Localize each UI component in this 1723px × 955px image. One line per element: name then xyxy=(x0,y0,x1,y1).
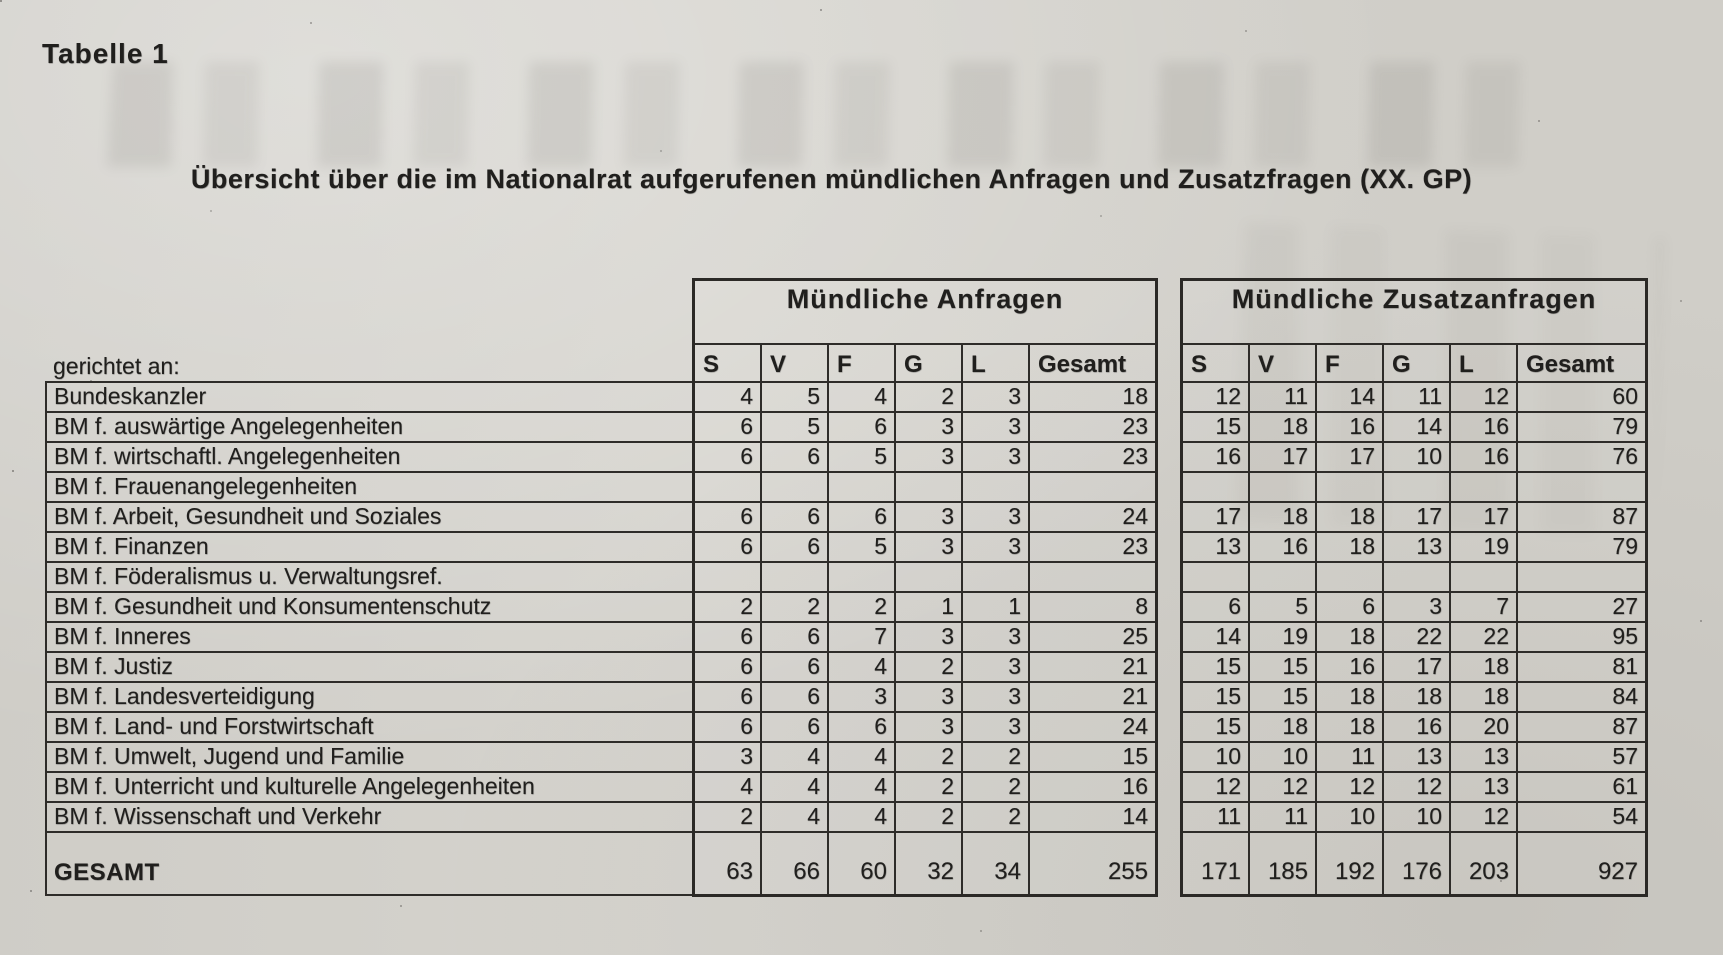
column-header: L xyxy=(963,345,1030,383)
cell: 3 xyxy=(896,623,963,653)
row-label: Bundeskanzler xyxy=(47,383,692,413)
cell: 16 xyxy=(1451,443,1518,473)
row-label: BM f. Finanzen xyxy=(47,533,692,563)
cell: 2 xyxy=(896,803,963,833)
cell: 3 xyxy=(896,503,963,533)
cell: 18 xyxy=(1317,713,1384,743)
cell: 8 xyxy=(1030,593,1155,623)
cell: 11 xyxy=(1317,743,1384,773)
cell: 11 xyxy=(1384,383,1451,413)
row-label: BM f. Unterricht und kulturelle Angelegenheiten xyxy=(47,773,692,803)
table-row xyxy=(695,773,1155,803)
table-row xyxy=(1183,713,1645,743)
table-row xyxy=(695,563,1155,593)
cell xyxy=(1451,473,1518,503)
cell: 11 xyxy=(1250,383,1317,413)
page-bleedthrough-smudge xyxy=(107,62,1543,167)
cell: 4 xyxy=(695,773,762,803)
cell: 4 xyxy=(762,773,829,803)
table-row xyxy=(1183,773,1645,803)
cell: 79 xyxy=(1518,533,1645,563)
cell xyxy=(1183,473,1250,503)
table-row xyxy=(695,473,1155,503)
cell: 54 xyxy=(1518,803,1645,833)
row-labels-column xyxy=(45,278,692,896)
cell: 3 xyxy=(963,683,1030,713)
cell: 19 xyxy=(1250,623,1317,653)
cell: 61 xyxy=(1518,773,1645,803)
cell: 79 xyxy=(1518,413,1645,443)
table-row xyxy=(1183,473,1645,503)
cell: 12 xyxy=(1183,773,1250,803)
table-row xyxy=(1183,383,1645,413)
table-row xyxy=(695,623,1155,653)
cell: 16 xyxy=(1317,653,1384,683)
cell: 16 xyxy=(1250,533,1317,563)
row-label: BM f. auswärtige Angelegenheiten xyxy=(47,413,692,443)
table-row xyxy=(1183,803,1645,833)
cell: 255 xyxy=(1107,858,1148,885)
cell: 5 xyxy=(829,443,896,473)
cell: 3 xyxy=(963,413,1030,443)
cell: 6 xyxy=(829,503,896,533)
cell: 6 xyxy=(695,413,762,443)
cell: 2 xyxy=(896,743,963,773)
cell: 2 xyxy=(896,653,963,683)
cell: 32 xyxy=(896,833,963,894)
total-row-label: GESAMT xyxy=(54,859,160,886)
table-row xyxy=(1183,683,1645,713)
total-row xyxy=(1183,833,1645,894)
column-header: Gesamt xyxy=(1030,345,1155,383)
cell: 3 xyxy=(963,383,1030,413)
cell: 11 xyxy=(1250,803,1317,833)
cell: 25 xyxy=(1030,623,1155,653)
cell: 11 xyxy=(1183,803,1250,833)
cell: 60 xyxy=(1518,383,1645,413)
cell: 4 xyxy=(829,653,896,683)
cell: 6 xyxy=(762,683,829,713)
page-title: Übersicht über die im Nationalrat aufgerufenen mündlichen Anfragen und Zusatzfragen (XX. GP) xyxy=(190,164,1473,194)
cell: 3 xyxy=(896,413,963,443)
cell: 6 xyxy=(762,443,829,473)
column-header: G xyxy=(896,345,963,383)
cell: 16 xyxy=(1384,713,1451,743)
cell: 6 xyxy=(695,623,762,653)
cell: 23 xyxy=(1030,413,1155,443)
cell: 16 xyxy=(1317,413,1384,443)
column-header: S xyxy=(695,345,762,383)
table-row xyxy=(695,713,1155,743)
cell: 2 xyxy=(963,803,1030,833)
row-label: BM f. Landesverteidigung xyxy=(47,683,692,713)
cell xyxy=(1250,473,1317,503)
cell: 13 xyxy=(1451,773,1518,803)
cell: 18 xyxy=(1317,503,1384,533)
cell: 14 xyxy=(1384,413,1451,443)
cell: 2 xyxy=(963,773,1030,803)
cell: 15 xyxy=(1183,683,1250,713)
table-row xyxy=(1183,443,1645,473)
row-label: BM f. Inneres xyxy=(47,623,692,653)
cell xyxy=(829,473,896,503)
cell: 3 xyxy=(896,533,963,563)
total-row xyxy=(695,833,1155,894)
cell: 14 xyxy=(1317,383,1384,413)
cell: 23 xyxy=(1030,443,1155,473)
cell: 6 xyxy=(829,413,896,443)
row-header-label: gerichtet an: xyxy=(53,353,180,379)
cell: 19 xyxy=(1451,533,1518,563)
cell: 15 xyxy=(1183,653,1250,683)
cell xyxy=(829,563,896,593)
cell: 4 xyxy=(829,743,896,773)
cell: 18 xyxy=(1250,503,1317,533)
cell: 203 xyxy=(1451,833,1518,894)
cell: 2 xyxy=(762,593,829,623)
cell: 927 xyxy=(1597,858,1638,885)
cell xyxy=(1518,473,1645,503)
cell: 66 xyxy=(762,833,829,894)
section-muendliche-anfragen xyxy=(692,278,1158,897)
cell: 12 xyxy=(1317,773,1384,803)
cell: 6 xyxy=(695,533,762,563)
cell: 5 xyxy=(762,413,829,443)
cell: 95 xyxy=(1518,623,1645,653)
table-row xyxy=(695,593,1155,623)
cell: 4 xyxy=(829,773,896,803)
cell: 17 xyxy=(1250,443,1317,473)
column-header: V xyxy=(1250,345,1317,383)
table-row xyxy=(695,413,1155,443)
table-row xyxy=(695,683,1155,713)
cell: 16 xyxy=(1030,773,1155,803)
cell xyxy=(762,563,829,593)
row-label: BM f. Land- und Forstwirtschaft xyxy=(47,713,692,743)
cell xyxy=(963,473,1030,503)
cell: 18 xyxy=(1250,713,1317,743)
cell: 6 xyxy=(1183,593,1250,623)
anfragen-column-headers xyxy=(695,345,1155,383)
scan-speckles xyxy=(0,0,2,2)
cell xyxy=(1317,473,1384,503)
cell: 2 xyxy=(695,593,762,623)
cell: 60 xyxy=(829,833,896,894)
row-label: BM f. Gesundheit und Konsumentenschutz xyxy=(47,593,692,623)
cell: 18 xyxy=(1250,413,1317,443)
cell: 6 xyxy=(762,623,829,653)
column-header: L xyxy=(1451,345,1518,383)
row-labels-header-area xyxy=(45,278,692,381)
cell xyxy=(1518,563,1645,593)
cell: 3 xyxy=(963,623,1030,653)
table-row xyxy=(1183,653,1645,683)
cell: 5 xyxy=(1250,593,1317,623)
cell: 10 xyxy=(1317,803,1384,833)
cell: 24 xyxy=(1030,503,1155,533)
cell: 6 xyxy=(762,653,829,683)
cell: 17 xyxy=(1384,653,1451,683)
column-header: G xyxy=(1384,345,1451,383)
cell: 15 xyxy=(1183,713,1250,743)
cell: 3 xyxy=(896,683,963,713)
table-row xyxy=(1183,743,1645,773)
cell: 171 xyxy=(1183,833,1250,894)
cell: 12 xyxy=(1451,803,1518,833)
cell: 6 xyxy=(762,533,829,563)
cell xyxy=(1250,563,1317,593)
table-row xyxy=(1183,503,1645,533)
cell: 15 xyxy=(1030,743,1155,773)
cell: 3 xyxy=(963,713,1030,743)
cell: 2 xyxy=(695,803,762,833)
cell: 27 xyxy=(1518,593,1645,623)
section-title: Mündliche Zusatzanfragen xyxy=(1183,281,1645,345)
cell: 14 xyxy=(1030,803,1155,833)
zusatzanfragen-body xyxy=(1183,383,1645,894)
cell xyxy=(1183,563,1250,593)
cell: 192 xyxy=(1317,833,1384,894)
table-row xyxy=(695,503,1155,533)
column-header: F xyxy=(1317,345,1384,383)
cell: 2 xyxy=(963,743,1030,773)
column-header: V xyxy=(762,345,829,383)
cell: 3 xyxy=(963,533,1030,563)
cell: 6 xyxy=(695,443,762,473)
cell: 17 xyxy=(1183,503,1250,533)
cell: 21 xyxy=(1030,683,1155,713)
cell: 5 xyxy=(829,533,896,563)
cell: 15 xyxy=(1250,653,1317,683)
cell: 2 xyxy=(829,593,896,623)
cell: 176 xyxy=(1384,833,1451,894)
cell: 6 xyxy=(762,713,829,743)
cell: 12 xyxy=(1384,773,1451,803)
cell xyxy=(1451,563,1518,593)
cell: 6 xyxy=(695,683,762,713)
table-row xyxy=(1183,413,1645,443)
cell: 10 xyxy=(1384,443,1451,473)
cell: 12 xyxy=(1250,773,1317,803)
cell: 3 xyxy=(963,503,1030,533)
table-row xyxy=(695,383,1155,413)
table-layout xyxy=(45,278,1648,897)
table-row xyxy=(1183,563,1645,593)
column-header: S xyxy=(1183,345,1250,383)
cell: 63 xyxy=(695,833,762,894)
row-label: BM f. Arbeit, Gesundheit und Soziales xyxy=(47,503,692,533)
cell: 24 xyxy=(1030,713,1155,743)
table-row xyxy=(1183,533,1645,563)
cell: 87 xyxy=(1518,713,1645,743)
cell: 3 xyxy=(963,653,1030,683)
row-label: BM f. Wissenschaft und Verkehr xyxy=(47,803,692,833)
section-title: Mündliche Anfragen xyxy=(695,281,1155,345)
cell: 3 xyxy=(896,713,963,743)
cell: 3 xyxy=(695,743,762,773)
cell: 185 xyxy=(1250,833,1317,894)
cell: 18 xyxy=(1317,533,1384,563)
cell: 22 xyxy=(1451,623,1518,653)
cell: 1 xyxy=(963,593,1030,623)
zusatzanfragen-column-headers xyxy=(1183,345,1645,383)
cell: 12 xyxy=(1451,383,1518,413)
column-header: Gesamt xyxy=(1518,345,1645,383)
cell: 3 xyxy=(1384,593,1451,623)
cell: 18 xyxy=(1317,683,1384,713)
row-labels-body xyxy=(45,381,692,896)
row-label: BM f. wirtschaftl. Angelegenheiten xyxy=(47,443,692,473)
cell: 4 xyxy=(695,383,762,413)
cell: 3 xyxy=(829,683,896,713)
cell: 4 xyxy=(829,383,896,413)
cell: 18 xyxy=(1317,623,1384,653)
cell xyxy=(1384,563,1451,593)
cell: 1 xyxy=(896,593,963,623)
cell xyxy=(1317,563,1384,593)
cell xyxy=(762,473,829,503)
cell: 6 xyxy=(695,653,762,683)
cell: 23 xyxy=(1030,533,1155,563)
table-number-label: Tabelle 1 xyxy=(42,38,169,69)
cell: 10 xyxy=(1183,743,1250,773)
table-row xyxy=(695,743,1155,773)
cell: 84 xyxy=(1518,683,1645,713)
row-label: BM f. Umwelt, Jugend und Familie xyxy=(47,743,692,773)
cell: 6 xyxy=(762,503,829,533)
cell xyxy=(1030,473,1155,503)
cell: 13 xyxy=(1384,743,1451,773)
row-label: BM f. Frauenangelegenheiten xyxy=(47,473,692,503)
cell: 6 xyxy=(695,713,762,743)
cell: 81 xyxy=(1518,653,1645,683)
cell: 87 xyxy=(1518,503,1645,533)
table-row xyxy=(695,533,1155,563)
cell: 4 xyxy=(762,743,829,773)
table-row xyxy=(695,803,1155,833)
cell: 20 xyxy=(1451,713,1518,743)
cell: 17 xyxy=(1451,503,1518,533)
table-row xyxy=(695,443,1155,473)
cell: 7 xyxy=(1451,593,1518,623)
cell: 6 xyxy=(829,713,896,743)
cell: 22 xyxy=(1384,623,1451,653)
cell: 4 xyxy=(762,803,829,833)
cell: 6 xyxy=(695,503,762,533)
cell: 16 xyxy=(1451,413,1518,443)
cell: 3 xyxy=(896,443,963,473)
cell xyxy=(695,473,762,503)
cell: 21 xyxy=(1030,653,1155,683)
cell: 18 xyxy=(1451,683,1518,713)
cell: 34 xyxy=(963,833,1030,894)
cell: 13 xyxy=(1183,533,1250,563)
cell: 10 xyxy=(1250,743,1317,773)
cell: 15 xyxy=(1250,683,1317,713)
cell: 4 xyxy=(829,803,896,833)
cell: 2 xyxy=(896,773,963,803)
table-row xyxy=(695,653,1155,683)
cell xyxy=(695,563,762,593)
cell: 17 xyxy=(1317,443,1384,473)
cell: 2 xyxy=(896,383,963,413)
column-header: F xyxy=(829,345,896,383)
cell: 15 xyxy=(1183,413,1250,443)
cell: 16 xyxy=(1183,443,1250,473)
cell: 76 xyxy=(1518,443,1645,473)
cell: 14 xyxy=(1183,623,1250,653)
cell: 18 xyxy=(1384,683,1451,713)
cell: 5 xyxy=(762,383,829,413)
row-label: BM f. Justiz xyxy=(47,653,692,683)
anfragen-body xyxy=(695,383,1155,894)
cell xyxy=(896,563,963,593)
cell: 7 xyxy=(829,623,896,653)
row-label: BM f. Föderalismus u. Verwaltungsref. xyxy=(47,563,692,593)
cell: 18 xyxy=(1030,383,1155,413)
cell: 17 xyxy=(1384,503,1451,533)
cell: 57 xyxy=(1518,743,1645,773)
cell xyxy=(1384,473,1451,503)
cell: 13 xyxy=(1384,533,1451,563)
cell: 6 xyxy=(1317,593,1384,623)
cell xyxy=(963,563,1030,593)
cell: 10 xyxy=(1384,803,1451,833)
table-row xyxy=(1183,623,1645,653)
section-muendliche-zusatzanfragen xyxy=(1180,278,1648,897)
cell: 13 xyxy=(1451,743,1518,773)
cell: 12 xyxy=(1183,383,1250,413)
cell: 18 xyxy=(1451,653,1518,683)
cell xyxy=(896,473,963,503)
table-row xyxy=(1183,593,1645,623)
cell xyxy=(1030,563,1155,593)
cell: 3 xyxy=(963,443,1030,473)
